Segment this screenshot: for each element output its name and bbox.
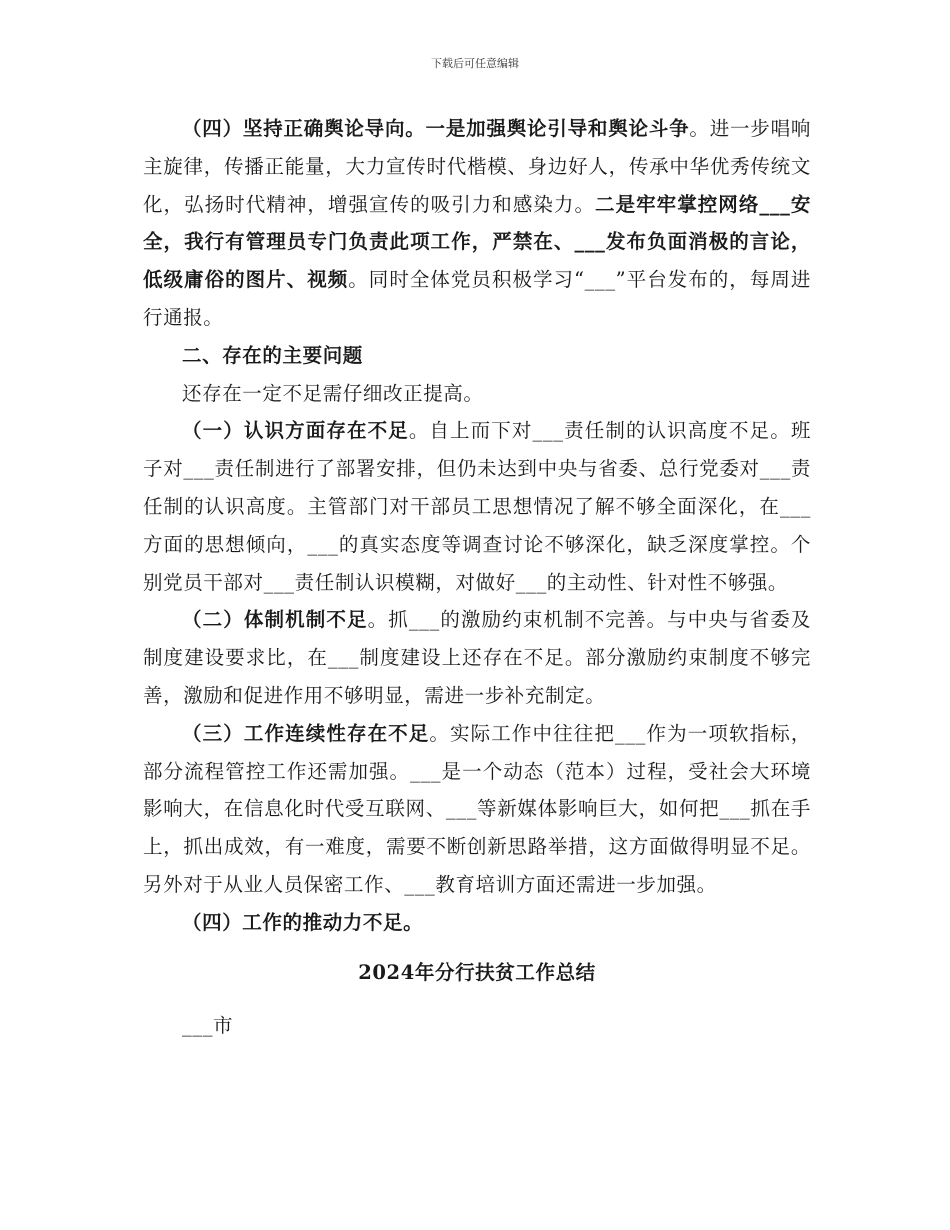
body-text: 。实际工作中往往把___作为一项软指标，部分流程管控工作还需加强。___是一个动态（范本）过程，受社会大环境影响大，在信息化时代受互联网、___等新媒体影响巨大，如何把___抓在手上，抓出成效，有一难度，需要不断创新思路举措，这方面做得明显不足。另外对于从业人员保密工作、___教育培训方面还需进一步加强。 [143, 721, 811, 896]
paragraph-mechanism [143, 601, 811, 714]
closing-line: ___市 [182, 1014, 234, 1038]
page-header: 下载后可任意编辑 [431, 57, 519, 70]
section-heading-problems: 二、存在的主要问题 [182, 343, 363, 367]
document-body [143, 110, 811, 1045]
body-text: 。自上而下对___责任制的认识高度不足。班子对___责任制进行了部署安排，但仍未达到中央与省委、总行党委对___责任制的认识高度。主管部门对干部员工思想情况了解不够全面深化，在___方面的思想倾向，___的真实态度等调查讨论不够深化，缺乏深度掌控。个别党员干部对___责任制认识模糊，对做好___的主动性、针对性不够强。 [143, 419, 811, 594]
bold-heading: （二）体制机制不足 [182, 608, 368, 632]
paragraph-awareness [143, 412, 811, 601]
bold-heading: （三）工作连续性存在不足 [182, 721, 430, 745]
body-text: 。进一步唱响主旋律，传播正能量，大力宣传时代楷模、身边好人，传承中华优秀传统文化，弘扬时代精神，增强宣传的吸引力和感染力。 [143, 117, 811, 216]
body-text: 。抓___的激励约束机制不完善。与中央与省委及制度建设要求比，在___制度建设上还存在不足。部分激励约束制度不够完善，激励和促进作用不够明显，需进一步补充制定。 [143, 608, 811, 707]
paragraph-motivation: （四）工作的推动力不足。 [182, 910, 424, 934]
bold-heading: 二是牢牢掌控网络___安全，我行有管理员专门负责此项工作，严禁在、___发布负面消极的言论，低级庸俗的图片、视频 [143, 192, 812, 292]
bold-heading: （四）坚持正确舆论导向。一是加强舆论引导和舆论斗争 [182, 117, 690, 140]
body-text: 。同时全体党员积极学习“___”平台发布的，每周进行通报。 [143, 268, 811, 329]
paragraph-intro: 还存在一定不足需仔细改正提高。 [182, 381, 484, 405]
paragraph-continuity [143, 715, 811, 904]
paragraph-public-opinion [143, 110, 811, 337]
bold-heading: （一）认识方面存在不足 [182, 419, 409, 443]
document-title: 2024年分行扶贫工作总结 [358, 960, 596, 984]
